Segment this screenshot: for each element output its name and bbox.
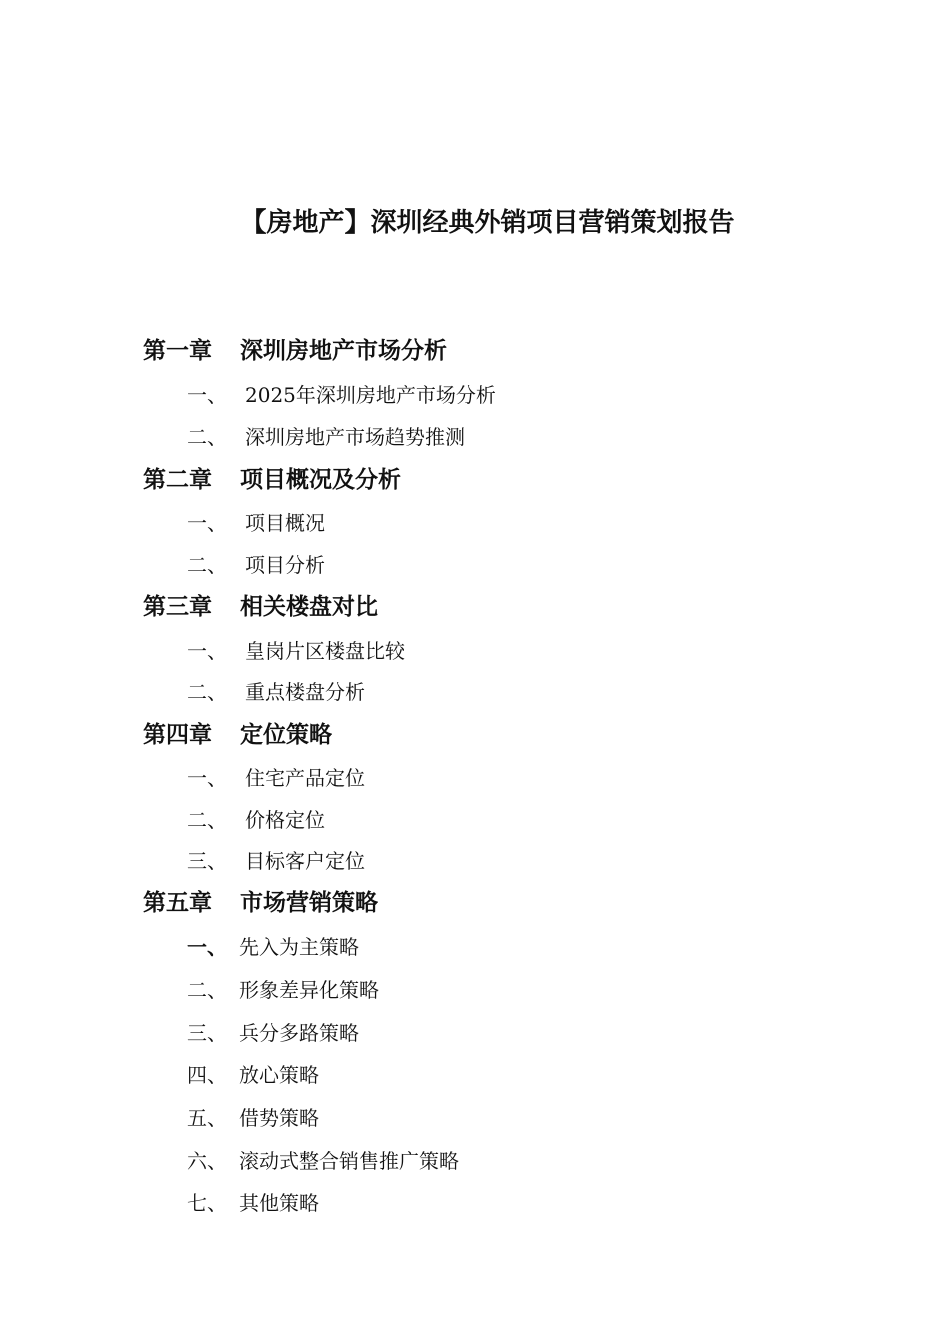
chapter-heading: [143, 718, 332, 752]
section-item: [187, 508, 325, 538]
section-number: 一、: [187, 766, 227, 790]
section-text: 深圳房地产市场趋势推测: [245, 425, 465, 449]
section-item: [187, 422, 465, 452]
section-number: 一、: [187, 383, 227, 407]
section-item: [187, 763, 365, 793]
section-text: 兵分多路策略: [239, 1021, 359, 1045]
section-item: [187, 677, 365, 707]
section-item: [187, 1060, 319, 1090]
section-number: 二、: [187, 425, 227, 449]
chapter-heading: [143, 886, 378, 920]
chapter-heading: [143, 463, 401, 497]
chapter-number: 第四章: [143, 721, 212, 748]
section-text: 其他策略: [239, 1191, 319, 1215]
chapter-number: 第五章: [143, 889, 212, 916]
chapter-name: 相关楼盘对比: [240, 593, 378, 620]
section-item: [187, 1146, 459, 1176]
section-number: 四、: [187, 1063, 227, 1087]
section-number: 一、: [187, 511, 227, 535]
section-item: [187, 636, 405, 666]
section-text: 形象差异化策略: [239, 978, 379, 1002]
section-number: 二、: [187, 553, 227, 577]
section-item: [187, 550, 325, 580]
section-text: 2025年深圳房地产市场分析: [245, 383, 496, 407]
section-text: 住宅产品定位: [245, 766, 365, 790]
section-text: 项目概况: [245, 511, 325, 535]
section-item: [187, 380, 496, 410]
section-item: [187, 975, 379, 1005]
section-number: 一、: [187, 935, 227, 959]
chapter-number: 第三章: [143, 593, 212, 620]
chapter-number: 第二章: [143, 466, 212, 493]
section-number: 五、: [187, 1106, 227, 1130]
section-text: 项目分析: [245, 553, 325, 577]
document-title: 【房地产】深圳经典外销项目营销策划报告: [240, 208, 735, 238]
section-text: 皇岗片区楼盘比较: [245, 639, 405, 663]
section-number: 二、: [187, 680, 227, 704]
section-number: 二、: [187, 978, 227, 1002]
section-text: 滚动式整合销售推广策略: [239, 1149, 459, 1173]
section-item: [187, 1188, 319, 1218]
chapter-name: 项目概况及分析: [240, 466, 401, 493]
chapter-heading: [143, 590, 378, 624]
section-text: 价格定位: [245, 808, 325, 832]
section-number: 七、: [187, 1191, 227, 1215]
section-item: [187, 1018, 359, 1048]
section-number: 一、: [187, 639, 227, 663]
chapter-name: 定位策略: [240, 721, 332, 748]
section-number: 六、: [187, 1149, 227, 1173]
chapter-heading: [143, 334, 447, 368]
section-number: 三、: [187, 1021, 227, 1045]
section-item: [187, 1103, 319, 1133]
chapter-name: 深圳房地产市场分析: [240, 337, 447, 364]
section-text: 借势策略: [239, 1106, 319, 1130]
section-text: 先入为主策略: [239, 935, 359, 959]
section-item: [187, 932, 359, 962]
section-text: 目标客户定位: [245, 849, 365, 873]
chapter-name: 市场营销策略: [240, 889, 378, 916]
section-text: 放心策略: [239, 1063, 319, 1087]
chapter-number: 第一章: [143, 337, 212, 364]
section-number: 三、: [187, 849, 227, 873]
section-number: 二、: [187, 808, 227, 832]
section-text: 重点楼盘分析: [245, 680, 365, 704]
section-item: [187, 846, 365, 876]
section-item: [187, 805, 325, 835]
